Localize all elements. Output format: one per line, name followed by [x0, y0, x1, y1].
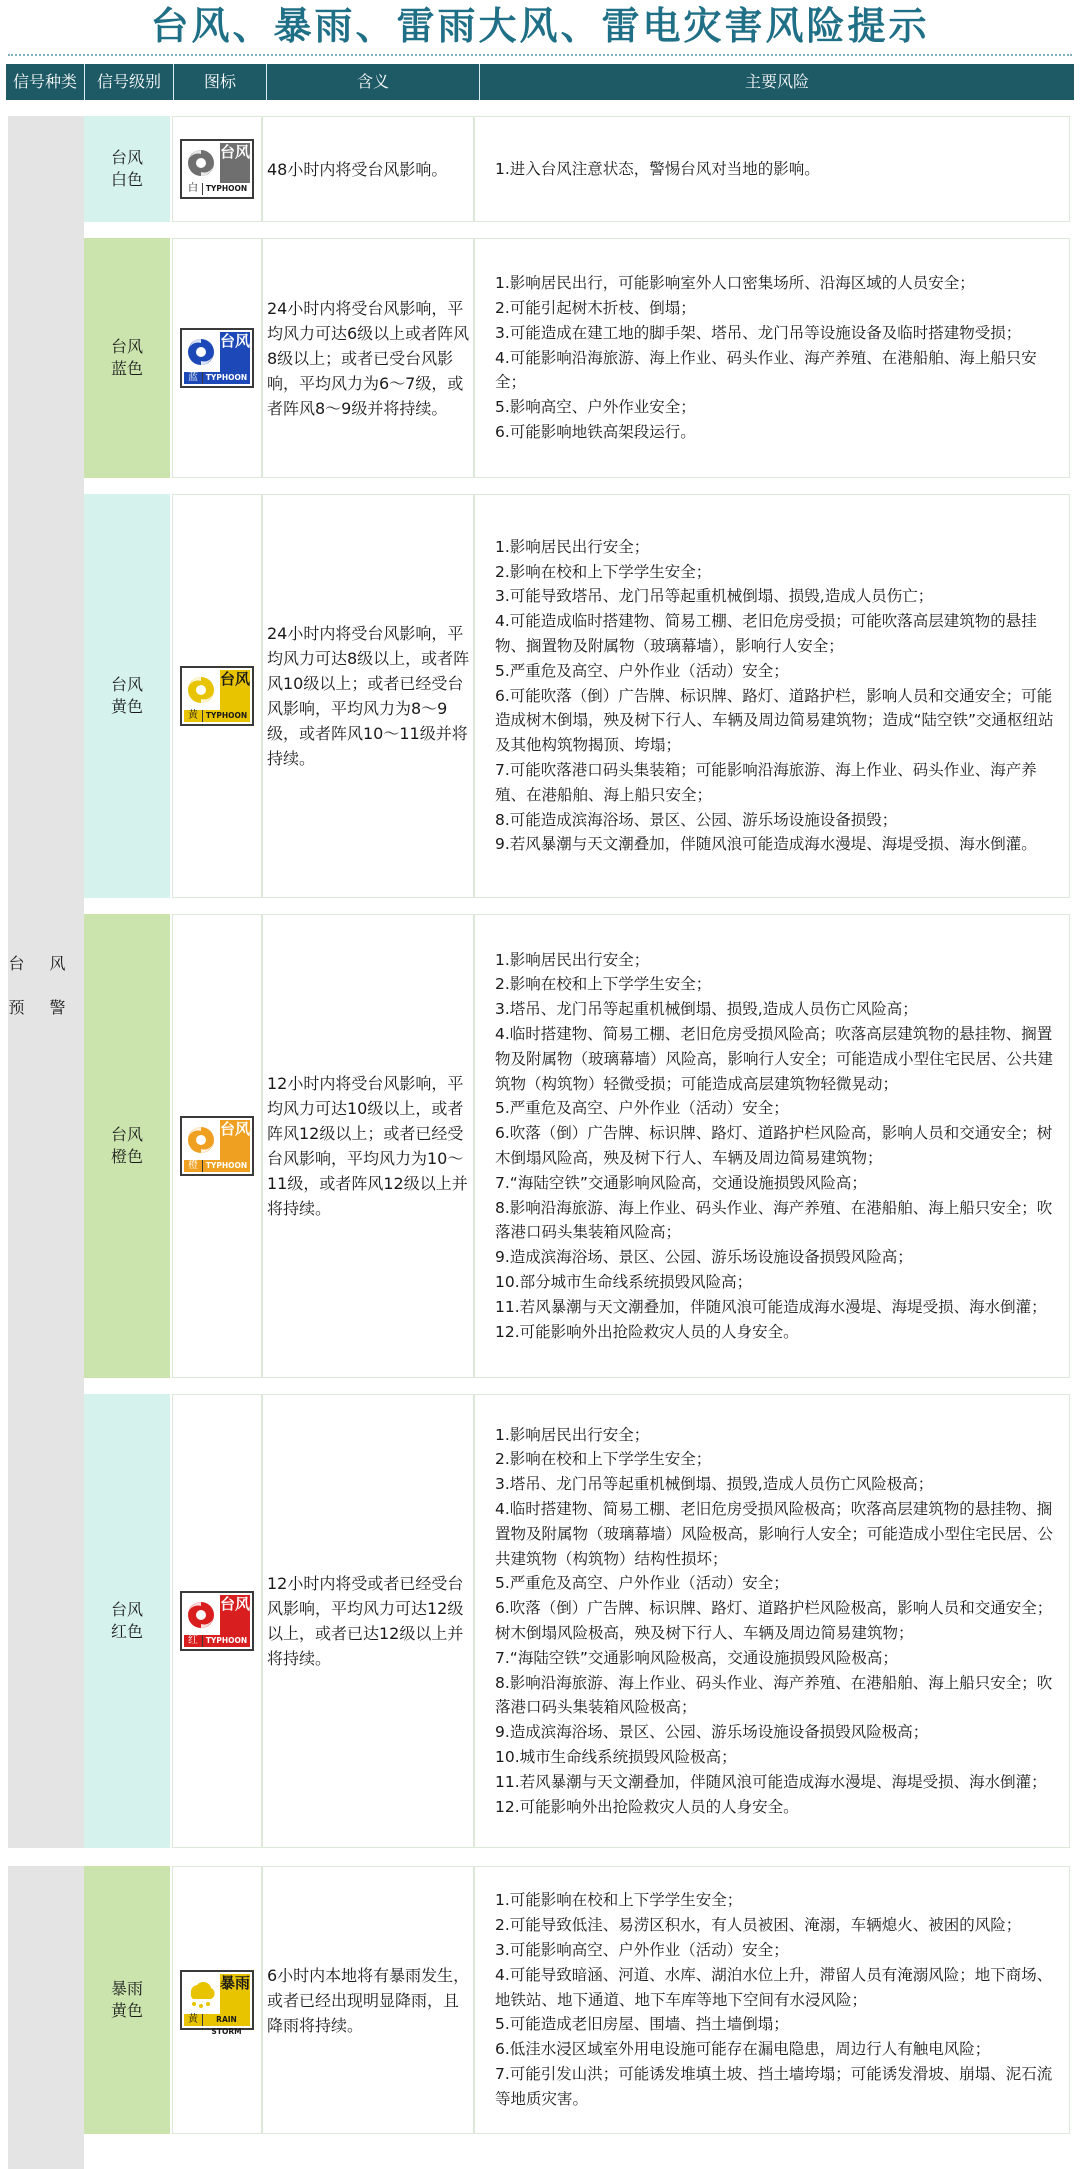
sign-characters: 台风	[220, 332, 250, 372]
signal-level-cell	[84, 914, 170, 1378]
page-title: 台风、暴雨、雷雨大风、雷电灾害风险提示	[150, 4, 930, 48]
signal-meaning-text: 24小时内将受台风影响，平均风力可达6级以上或者阵风8级以上；或者已受台风影响，平均风力为6～7级，或者阵风8～9级并将持续。	[267, 298, 470, 418]
risk-item: 9.造成滨海浴场、景区、公园、游乐场设施设备损毁风险高；	[495, 1248, 913, 1267]
risk-item: 5.影响高空、户外作业安全；	[495, 398, 696, 417]
risk-item: 1.影响居民出行安全；	[495, 950, 650, 969]
risk-item: 3.塔吊、龙门吊等起重机械倒塌、损毁,造成人员伤亡风险极高；	[495, 1475, 934, 1494]
risk-item: 2.影响在校和上下学学生安全；	[495, 975, 712, 994]
sign-level-char: 黄	[184, 710, 203, 722]
main-risks-cell	[474, 1394, 1070, 1848]
warning-symbol-icon	[184, 1120, 218, 1160]
signal-icon-cell	[172, 1394, 262, 1848]
signal-meaning-cell	[262, 238, 474, 478]
sign-level-char: 红	[184, 1635, 203, 1647]
risk-item: 7.“海陆空铁”交通影响风险极高，交通设施损毁风险极高；	[495, 1648, 898, 1667]
risk-item: 7.可能吹落港口码头集装箱；可能影响沿海旅游、海上作业、码头作业、海产养殖、在港船舶、海上船只安全；	[495, 760, 1037, 804]
signal-level-cell	[84, 1394, 170, 1848]
signal-level-cell	[84, 1866, 170, 2134]
signal-meaning-cell	[262, 1866, 474, 2134]
risk-item: 3.可能导致塔吊、龙门吊等起重机械倒塌、损毁,造成人员伤亡；	[495, 587, 934, 606]
risk-item: 6.低洼水浸区域室外用电设施可能存在漏电隐患，周边行人有触电风险；	[495, 2040, 991, 2059]
sign-english-label: TYPHOON	[203, 372, 250, 384]
signal-meaning-text: 6小时内本地将有暴雨发生，或者已经出现明显降雨，且降雨将持续。	[267, 1965, 470, 2035]
risk-item: 10.部分城市生命线系统损毁风险高；	[495, 1272, 753, 1291]
risk-item: 5.可能造成老旧房屋、围墙、挡土墙倒塌；	[495, 2015, 789, 2034]
risk-item: 1.进入台风注意状态，警惕台风对当地的影响。	[495, 159, 820, 178]
signal-icon-cell	[172, 1866, 262, 2134]
rainstorm-yellow-icon	[180, 1970, 254, 2036]
risk-item: 5.严重危及高空、户外作业（活动）安全；	[495, 661, 789, 680]
risk-item: 4.可能导致暗涵、河道、水库、湖泊水位上升，滞留人员有淹溺风险；地下商场、地铁站、地下通道、地下车库等地下空间有水浸风险；	[495, 1965, 1053, 2009]
risk-item: 3.可能影响高空、户外作业（活动）安全；	[495, 1941, 789, 1959]
risk-item: 8.影响沿海旅游、海上作业、码头作业、海产养殖、在港船舶、海上船只安全；吹落港口码头集装箱风险高；	[495, 1198, 1053, 1242]
risk-item: 7.可能引发山洪；可能诱发堆填土坡、挡土墙垮塌；可能诱发滑坡、崩塌、泥石流等地质灾害。	[495, 2064, 1053, 2108]
risk-item: 11.若风暴潮与天文潮叠加，伴随风浪可能造成海水漫堤、海堤受损、海水倒灌；	[495, 1297, 1047, 1316]
risk-item: 6.吹落（倒）广告牌、标识牌、路灯、道路护栏风险极高，影响人员和交通安全；树木倒塌风险极高，殃及树下行人、车辆及周边简易建筑物；	[495, 1599, 1053, 1642]
risk-item: 4.可能影响沿海旅游、海上作业、码头作业、海产养殖、在港船舶、海上船只安全；	[495, 348, 1037, 392]
risk-item: 1.可能影响在校和上下学学生安全；	[495, 1891, 743, 1910]
sign-characters: 台风	[220, 143, 250, 183]
risk-item: 3.塔吊、龙门吊等起重机械倒塌、损毁,造成人员伤亡风险高；	[495, 1000, 918, 1019]
signal-level-label: 台风 蓝色	[110, 337, 143, 378]
signal-meaning-text: 24小时内将受台风影响，平均风力可达8级以上，或者阵风10级以上；或者已经受台风影响，平均风力为8～9级，或者阵风10～11级并将持续。	[267, 624, 470, 768]
sign-level-char: 白	[184, 183, 203, 195]
risk-item: 2.可能引起树木折枝、倒塌；	[495, 299, 696, 317]
sign-english-label: TYPHOON	[203, 1160, 250, 1172]
warning-symbol-icon	[184, 1595, 218, 1635]
title-divider	[8, 54, 1072, 56]
typhoon-red-icon	[180, 1591, 254, 1651]
risk-item: 10.城市生命线系统损毁风险极高；	[495, 1747, 737, 1766]
risk-item: 4.临时搭建物、简易工棚、老旧危房受损风险极高；吹落高层建筑物的悬挂物、搁置物及附属物（玻璃幕墙）风险极高，影响行人安全；可能造成小型住宅民居、公共建筑物（构筑物）结构性损坏；	[495, 1500, 1054, 1568]
signal-meaning-cell	[262, 494, 474, 898]
main-risks-cell	[474, 494, 1070, 898]
risk-item: 7.“海陆空铁”交通影响风险高，交通设施损毁风险高；	[495, 1173, 867, 1192]
main-risks-cell	[474, 116, 1070, 222]
warning-symbol-icon	[184, 143, 218, 183]
typhoon-white-icon	[180, 139, 254, 199]
main-risks-cell	[474, 914, 1070, 1378]
header-icon: 图标	[174, 64, 267, 100]
header-meaning: 含义	[267, 64, 480, 100]
risk-item: 5.严重危及高空、户外作业（活动）安全；	[495, 1574, 789, 1593]
signal-meaning-text: 12小时内将受台风影响，平均风力可达10级以上，或者阵风12级以上；或者已经受台风影响，平均风力为10～11级，或者阵风12级以上并将持续。	[267, 1074, 468, 1218]
warning-symbol-icon	[184, 670, 218, 710]
sign-english-label: TYPHOON	[203, 710, 250, 722]
risk-item: 9.若风暴潮与天文潮叠加，伴随风浪可能造成海水漫堤、海堤受损、海水倒灌。	[495, 835, 1037, 854]
risk-item: 6.吹落（倒）广告牌、标识牌、路灯、道路护栏风险高，影响人员和交通安全；树木倒塌风险高，殃及树下行人、车辆及周边简易建筑物；	[495, 1124, 1053, 1167]
signal-meaning-cell	[262, 116, 474, 222]
typhoon-group-label	[0, 942, 76, 1030]
signal-level-cell	[84, 238, 170, 478]
signal-level-label: 台风 橙色	[110, 1125, 143, 1166]
main-risks-cell	[474, 1866, 1070, 2134]
table-header	[6, 64, 1074, 100]
sign-characters: 台风	[220, 670, 250, 710]
signal-icon-cell	[172, 116, 262, 222]
risk-item: 5.严重危及高空、户外作业（活动）安全；	[495, 1099, 789, 1118]
risk-item: 11.若风暴潮与天文潮叠加，伴随风浪可能造成海水漫堤、海堤受损、海水倒灌；	[495, 1772, 1047, 1791]
sign-characters: 台风	[220, 1595, 250, 1635]
risk-item: 1.影响居民出行安全；	[495, 1425, 650, 1444]
rainstorm-group-cell	[8, 1866, 84, 2169]
sign-level-char: 蓝	[184, 372, 203, 384]
risk-item: 1.影响居民出行，可能影响室外人口密集场所、沿海区域的人员安全；	[495, 274, 975, 293]
typhoon-yellow-icon	[180, 666, 254, 726]
signal-level-label: 台风 黄色	[110, 675, 143, 716]
signal-meaning-text: 48小时内将受台风影响。	[267, 159, 448, 179]
risk-item: 1.影响居民出行安全；	[495, 537, 650, 556]
risk-item: 2.可能导致低洼、易涝区积水，有人员被困、淹溺，车辆熄火、被困的风险；	[495, 1916, 1022, 1935]
sign-characters: 台风	[220, 1120, 250, 1160]
risk-item: 9.造成滨海浴场、景区、公园、游乐场设施设备损毁风险极高；	[495, 1723, 929, 1742]
warning-symbol-icon	[184, 1974, 218, 2014]
sign-characters: 暴雨	[220, 1974, 250, 2014]
risk-item: 2.影响在校和上下学学生安全；	[495, 562, 712, 581]
signal-level-cell	[84, 116, 170, 222]
signal-icon-cell	[172, 914, 262, 1378]
typhoon-blue-icon	[180, 328, 254, 388]
sign-english-label: TYPHOON	[203, 1635, 250, 1647]
risk-item: 8.影响沿海旅游、海上作业、码头作业、海产养殖、在港船舶、海上船只安全；吹落港口码头集装箱风险极高；	[495, 1673, 1053, 1717]
sign-level-char: 黄	[184, 2014, 203, 2026]
risk-item: 6.可能影响地铁高架段运行。	[495, 422, 696, 441]
group-label-line1: 台 风	[8, 954, 76, 973]
risk-item: 3.可能造成在建工地的脚手架、塔吊、龙门吊等设施设备及临时搭建物受损；	[495, 323, 1022, 342]
risk-item: 4.临时搭建物、简易工棚、老旧危房受损风险高；吹落高层建筑物的悬挂物、搁置物及附属物（玻璃幕墙）风险高，影响行人安全；可能造成小型住宅民居、公共建筑物（构筑物）轻微受损；可能造成高层建筑物轻微晃动；	[495, 1025, 1054, 1093]
header-signal-level: 信号级别	[85, 64, 174, 100]
signal-level-cell	[84, 494, 170, 898]
main-risks-cell	[474, 238, 1070, 478]
sign-level-char: 橙	[184, 1160, 203, 1172]
warning-symbol-icon	[184, 332, 218, 372]
signal-level-label: 台风 红色	[110, 1600, 143, 1641]
sign-english-label: RAIN STORM	[203, 2014, 250, 2026]
signal-level-label: 台风 白色	[110, 148, 143, 189]
signal-meaning-text: 12小时内将受或者已经受台风影响，平均风力可达12级以上，或者已达12级以上并将持续。	[267, 1574, 464, 1668]
risk-item: 2.影响在校和上下学学生安全；	[495, 1450, 712, 1469]
sign-english-label: TYPHOON	[203, 183, 250, 195]
signal-level-label: 暴雨 黄色	[110, 1979, 143, 2020]
group-label-line2: 预 警	[8, 998, 76, 1017]
header-main-risks: 主要风险	[744, 72, 809, 91]
risk-item: 4.可能造成临时搭建物、简易工棚、老旧危房受损；可能吹落高层建筑物的悬挂物、搁置物及附属物（玻璃幕墙），影响行人安全；	[495, 612, 1037, 655]
risk-item: 8.可能造成滨海浴场、景区、公园、游乐场设施设备损毁；	[495, 810, 898, 829]
signal-meaning-cell	[262, 1394, 474, 1848]
risk-item: 6.可能吹落（倒）广告牌、标识牌、路灯、道路护栏，影响人员和交通安全；可能造成树木倒塌，殃及树下行人、车辆及周边简易建筑物；造成“陆空铁”交通枢纽站及其他构筑物揭顶、垮塌；	[495, 686, 1054, 755]
signal-icon-cell	[172, 494, 262, 898]
typhoon-orange-icon	[180, 1116, 254, 1176]
header-signal-type: 信号种类	[6, 64, 85, 100]
risk-item: 12.可能影响外出抢险救灾人员的人身安全。	[495, 1322, 799, 1341]
risk-item: 12.可能影响外出抢险救灾人员的人身安全。	[495, 1797, 799, 1816]
signal-meaning-cell	[262, 914, 474, 1378]
signal-icon-cell	[172, 238, 262, 478]
